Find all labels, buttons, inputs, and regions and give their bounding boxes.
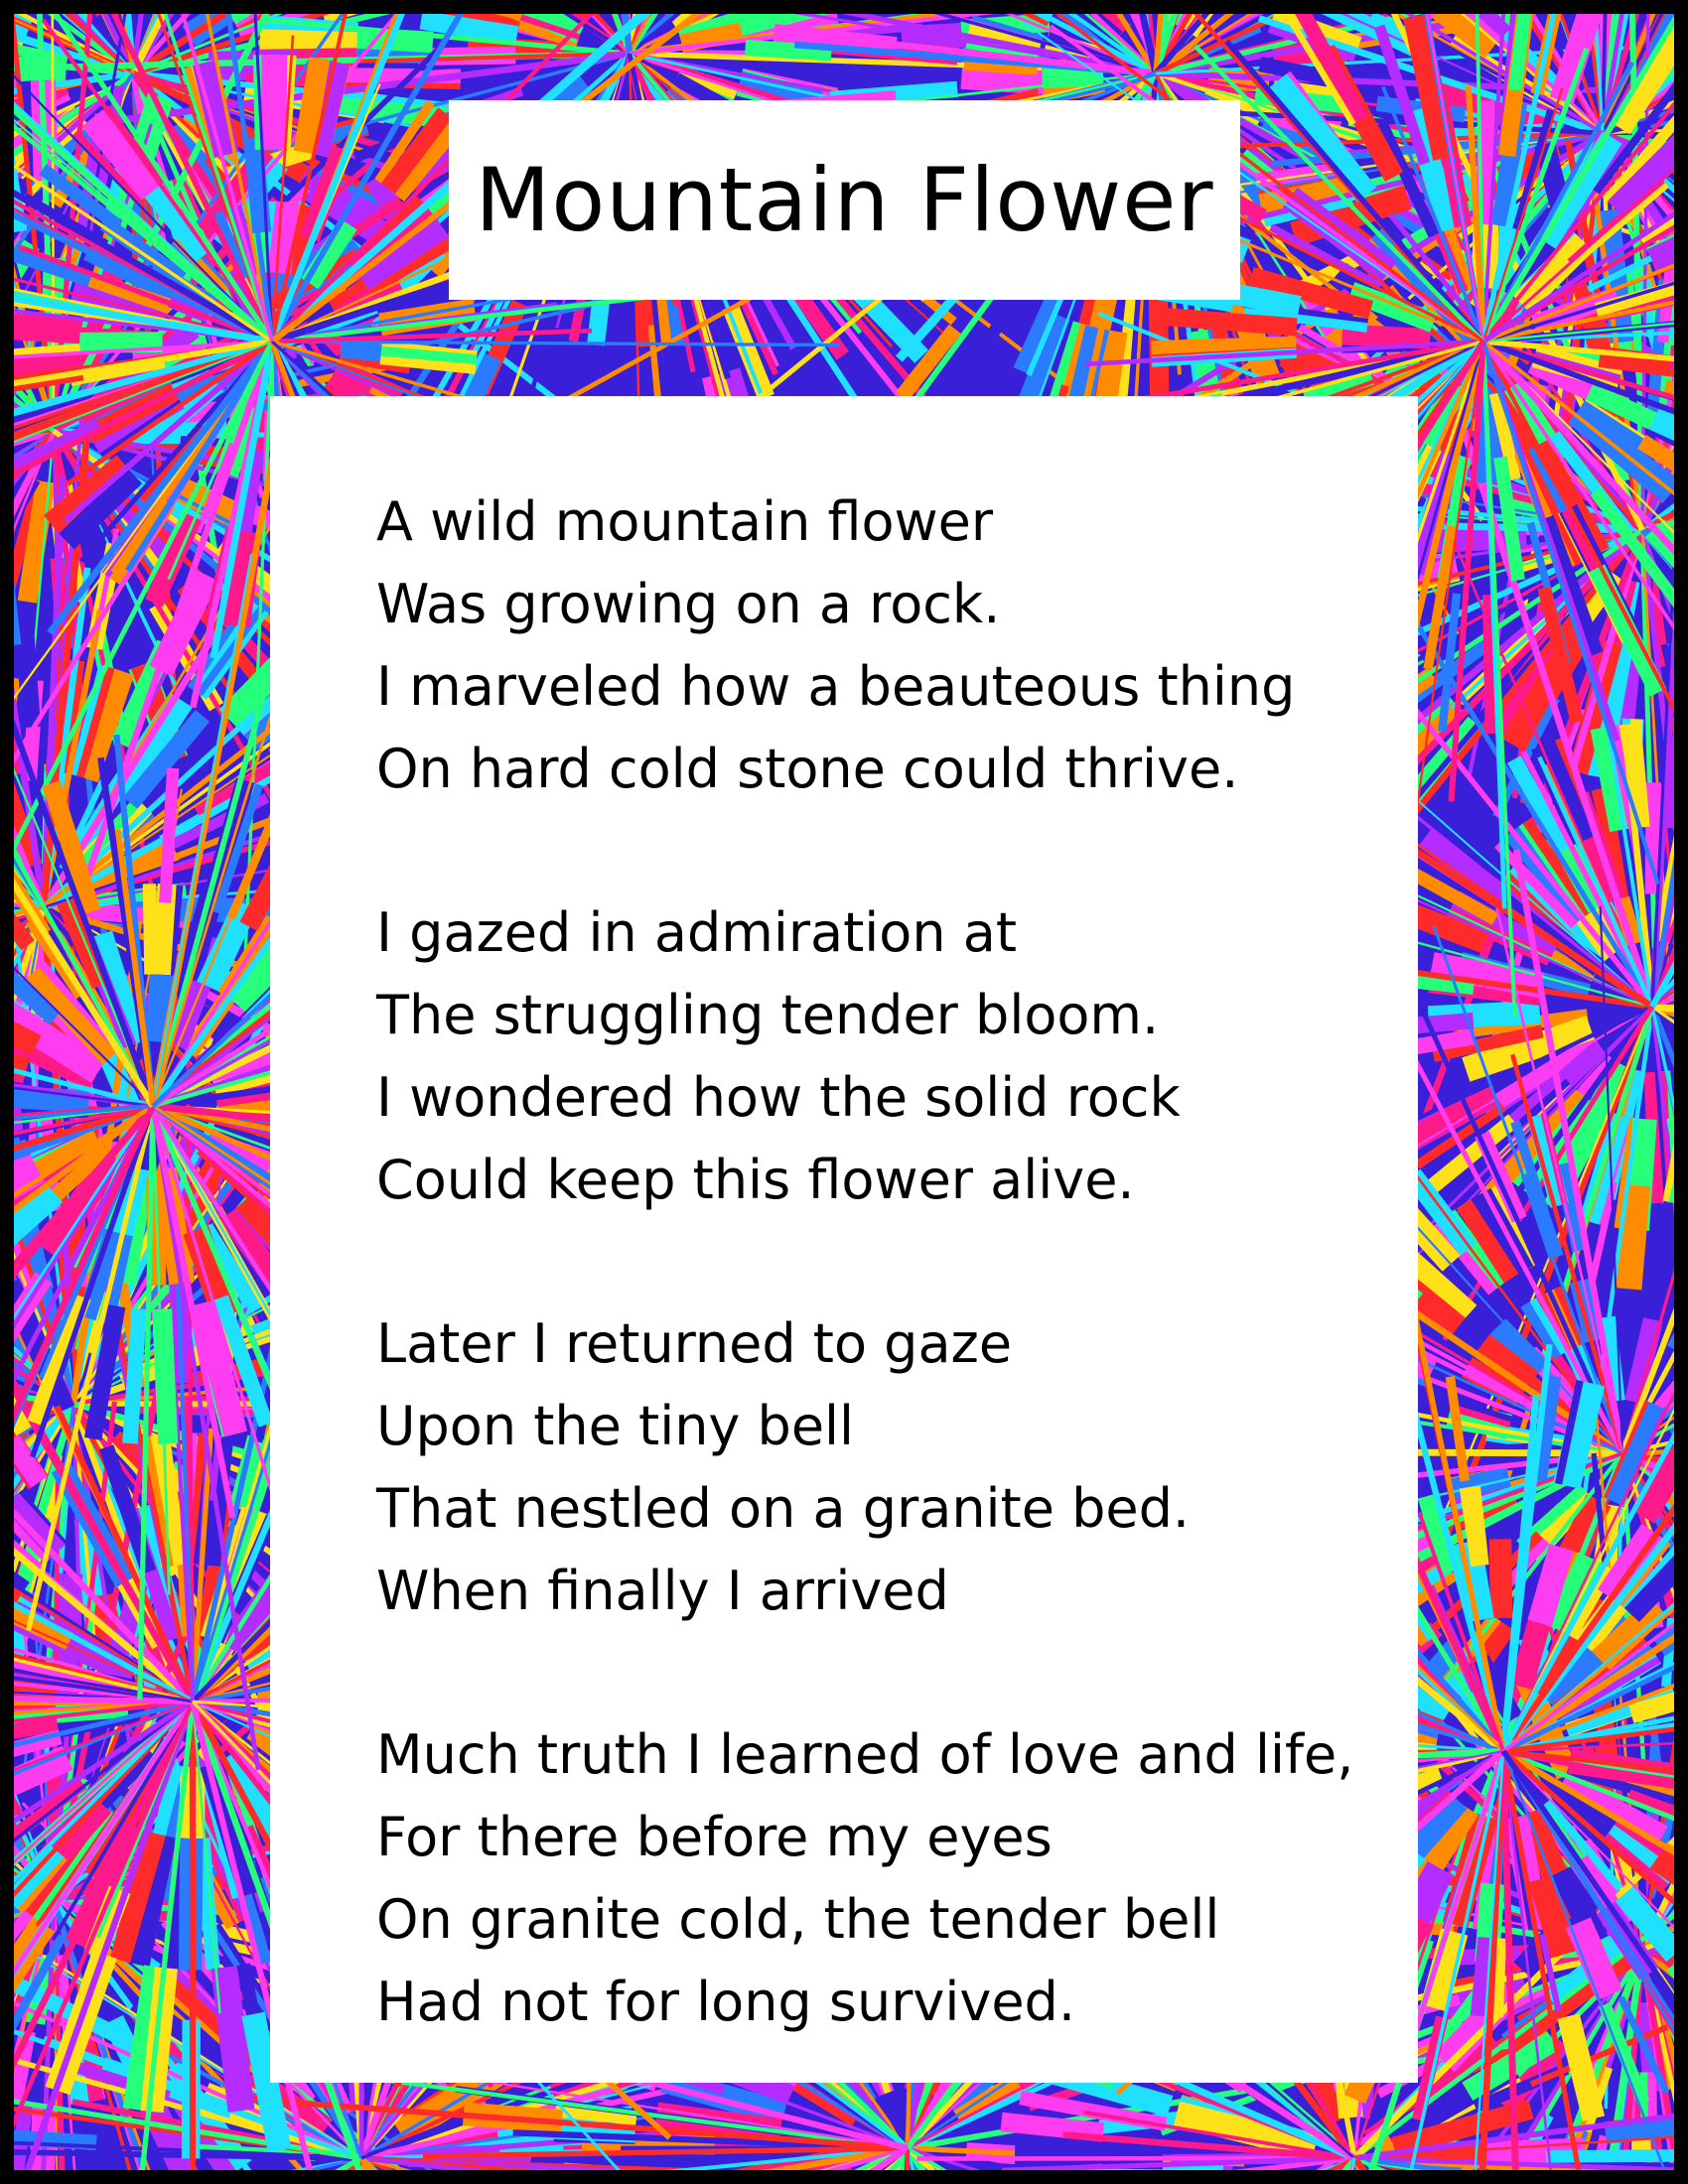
poem-line: I wondered how the solid rock <box>376 1066 1181 1129</box>
poem-line: On hard cold stone could thrive. <box>376 738 1239 800</box>
poem-line: When finally I arrived <box>376 1560 949 1622</box>
poem-line: Much truth I learned of love and life, <box>376 1723 1354 1786</box>
poem-title: Mountain Flower <box>475 149 1214 251</box>
stanza-3 <box>376 1302 1409 1632</box>
title-box <box>449 100 1240 300</box>
poem-line: For there before my eyes <box>376 1806 1053 1868</box>
poem-body <box>376 480 1409 2043</box>
poem-line: I gazed in admiration at <box>376 901 1017 964</box>
stanza-2 <box>376 891 1409 1221</box>
stanza-1 <box>376 480 1409 810</box>
poem-line: Could keep this flower alive. <box>376 1149 1135 1211</box>
poem-line: Had not for long survived. <box>376 1971 1076 2033</box>
poem-line: Upon the tiny bell <box>376 1395 855 1457</box>
poem-line: On granite cold, the tender bell <box>376 1888 1220 1951</box>
poem-line: A wild mountain flower <box>376 490 994 553</box>
poem-line: The struggling tender bloom. <box>376 984 1160 1046</box>
poem-line: I marveled how a beauteous thing <box>376 655 1296 718</box>
poem-line: That nestled on a granite bed. <box>376 1477 1191 1540</box>
poem-box <box>270 396 1418 2083</box>
poem-line: Was growing on a rock. <box>376 573 1001 635</box>
poem-line: Later I returned to gaze <box>376 1312 1013 1375</box>
stanza-4 <box>376 1713 1409 2043</box>
